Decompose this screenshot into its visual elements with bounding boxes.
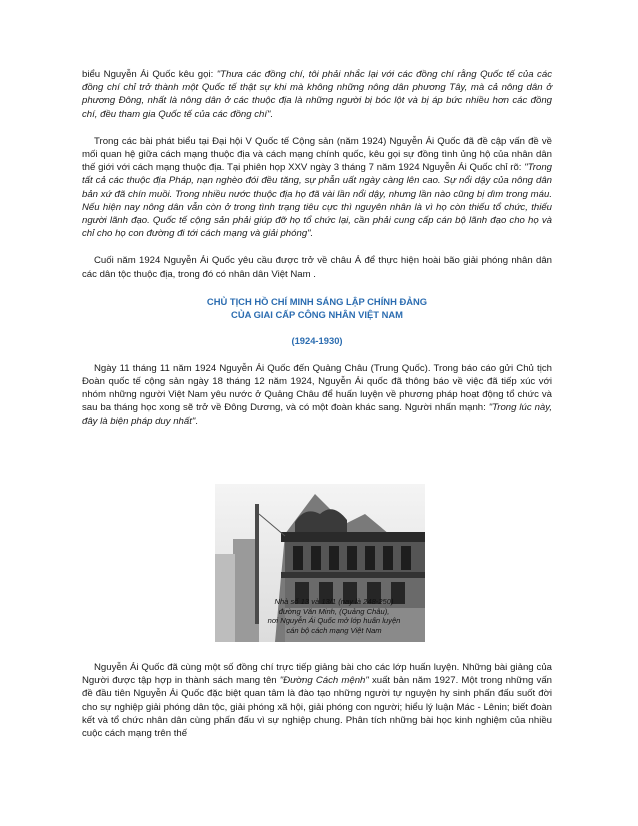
section-dates: (1924-1930) xyxy=(291,334,343,346)
book-title: "Đường Cách mệnh" xyxy=(279,675,369,687)
document-page-bottom xyxy=(82,661,552,754)
quote-text: "Trong tất cả các thuộc địa Pháp, nạn nghèo đói đều tăng, sự phẫn uất ngày càng lên cao. Sự nổi dậy của nông dân bản xứ đã chín muồi. Trong nhiều nước thuộc địa họ đã vài lần nổi dậy, nhưng lần nào cũng bị dìm trong máu. Nếu hiện nay nông dân vẫn còn ở trong tình trạng tiêu cực thì nguyên nhân là vì họ còn thiếu tổ chức, thiếu người lãnh đạo. Quốc tế cộng sản phải giúp đỡ họ tổ chức lại, cần phải cung cấp cán bộ lãnh đạo cho họ và chỉ cho họ con đường đi tới cách mạng và giải phóng". xyxy=(82,162,552,240)
paragraph-lead: Ngày 11 tháng 11 năm 1924 Nguyễn Ái Quốc đến Quảng Châu (Trung Quốc). Trong báo cáo gửi Chủ tịch Đoàn quốc tế cộng sản ngày 18 tháng 12 năm 1924, Nguyễn Ái quốc đã thông báo về việc đã tiếp xúc với nhóm những người Việt Nam yêu nước ở Quảng Châu để huấn luyện về phương pháp hoạt động tổ chức và sau ba tháng học xong sẽ trở về Đông Dương, và có một đoàn khác sang. Người nhấn mạnh: xyxy=(82,362,552,414)
paragraph-tail: . xyxy=(195,415,198,427)
paragraph-quote-international xyxy=(82,68,552,121)
document-page xyxy=(82,68,552,442)
paragraph-return-asia: Cuối năm 1924 Nguyễn Ái Quốc yêu cầu được trở về châu Á để thực hiện hoài bão giải phóng nhân dân các dân tộc thuộc địa, trong đó có nhân dân Việt Nam . xyxy=(82,255,552,280)
caption-line: đường Văn Minh, (Quảng Châu), xyxy=(278,606,390,616)
section-title-line1: CHỦ TỊCH HỒ CHÍ MINH SÁNG LẬP CHÍNH ĐẢNG xyxy=(206,295,428,307)
paragraph-congress xyxy=(82,135,552,241)
paragraph-tail: xuất bản năm 1927. Một trong những vấn đề đầu tiên Nguyễn Ái Quốc đặc biệt quan tâm là đào tạo những người tự nguyện hy sinh phấn đấu suốt đời cho sự nghiệp giải phóng dân tộc, giải phóng xã hội, giải phóng con người; hiểu lý luận Mác - Lênin; biết đoàn kết và tổ chức nhân dân cùng phấn đấu vì sự nghiệp chung. Phân tích những bài học kinh nghiệm của nhiều cuộc cách mạng trên thế xyxy=(82,675,552,740)
quote-text: "Trong lúc này, đây là biện pháp duy nhất" xyxy=(82,402,553,427)
paragraph-guangzhou xyxy=(82,362,552,428)
paragraph-lead: Nguyễn Ái Quốc đã cùng một số đồng chí trực tiếp giảng bài cho các lớp huấn luyện. Những bài giảng của Người được tập hợp in thành sách mang tên xyxy=(82,662,552,687)
caption-line: Nhà số 13 và 13/1 (nay là 248-250) xyxy=(274,597,394,606)
caption-line: cán bộ cách mạng Việt Nam xyxy=(286,625,382,635)
paragraph-lead: biểu Nguyễn Ái Quốc kêu gọi: xyxy=(82,69,217,80)
section-title-line2: CỦA GIAI CẤP CÔNG NHÂN VIỆT NAM xyxy=(231,308,403,320)
caption-line: nơi Nguyễn Ái Quốc mở lớp huấn luyện xyxy=(267,616,401,626)
quote-text: "Thưa các đồng chí, tôi phải nhắc lại với các đồng chí rằng Quốc tế của các đồng chí chỉ trở thành một Quốc tế thật sự khi mà không những nông dân phương Tây, mà cả nông dân ở phương Đông, nhất là nông dân ở các thuộc địa là những người bị bóc lột và bị áp bức nhiều hơn các đồng chí, đều tham gia Quốc tế của các đồng chí". xyxy=(82,69,552,120)
paragraph-training xyxy=(82,661,552,740)
paragraph-lead: Trong các bài phát biểu tại Đại hội V Quốc tế Cộng sản (năm 1924) Nguyễn Ái Quốc đã đề cập vấn đề về mối quan hệ giữa cách mạng thuộc địa và cách mạng chính quốc, kêu gọi sự đồng tình ủng hộ của nhân dân thế giới với cách mạng thuộc địa. Tại phiên họp XXV ngày 3 tháng 7 năm 1924 Nguyễn Ái Quốc chỉ rõ: xyxy=(82,135,552,174)
photo-caption xyxy=(258,597,410,635)
